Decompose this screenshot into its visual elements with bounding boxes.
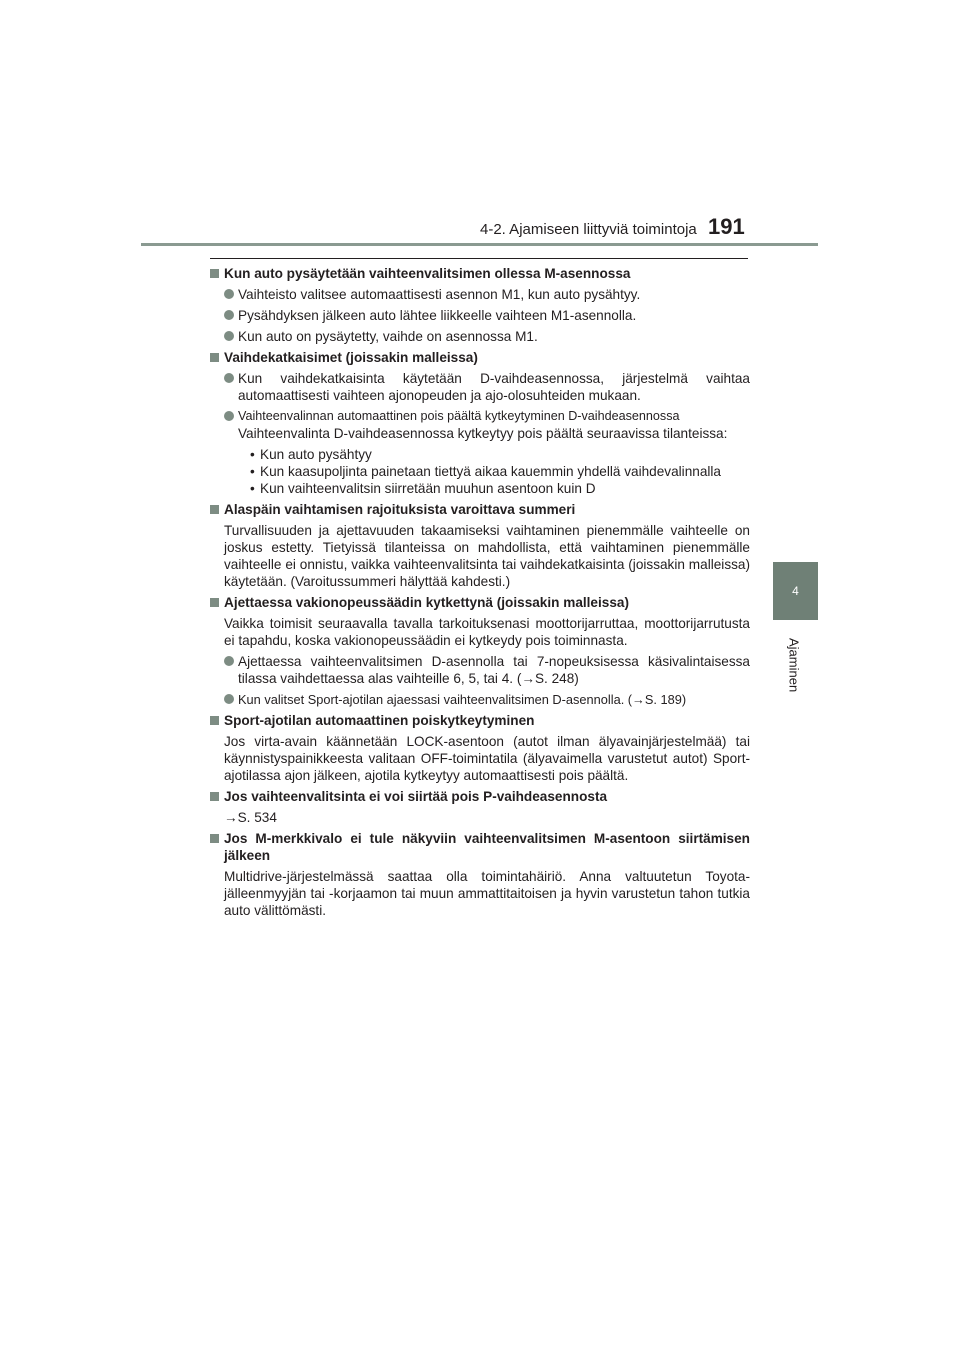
bullet-item: Kun auto on pysäytetty, vaihde on asennossa M1. bbox=[224, 328, 750, 345]
section-title: Jos M-merkkivalo ei tule näkyviin vaihteenvalitsimen M-asentoon siirtämisen jälkeen bbox=[210, 830, 750, 864]
bullet-item: Ajettaessa vaihteenvalitsimen D-asennolla tai 7-nopeuksisessa käsivalintaisessa tilassa vaihdettaessa alas vaihteille 6, 5, tai 4. (→S. 248) bbox=[224, 653, 750, 687]
page-content bbox=[210, 265, 750, 923]
section-title: Kun auto pysäytetään vaihteenvalitsimen ollessa M-asennossa bbox=[210, 265, 750, 282]
section-title: Jos vaihteenvalitsinta ei voi siirtää pois P-vaihdeasennosta bbox=[210, 788, 750, 805]
section-cruise-control bbox=[210, 594, 750, 708]
chapter-number: 4 bbox=[792, 584, 799, 598]
bullet-item: Pysähdyksen jälkeen auto lähtee liikkeelle vaihteen M1-asennolla. bbox=[224, 307, 750, 324]
section-text: Multidrive-järjestelmässä saattaa olla toimintahäiriö. Anna valtuutetun Toyota-jälleenmyyjän tai -korjaamon tai muun ammattitaitoisen ja hyvin varustetun tahon tutkia auto välittömästi. bbox=[224, 869, 750, 918]
header-section-title: 4-2. Ajamiseen liittyviä toimintoja bbox=[480, 221, 697, 238]
page-reference: →S. 534 bbox=[224, 810, 277, 825]
bullet-item: Vaihteisto valitsee automaattisesti asennon M1, kun auto pysähtyy. bbox=[224, 286, 750, 303]
section-title: Sport-ajotilan automaattinen poiskytkeytyminen bbox=[210, 712, 750, 729]
bullet-heading: Vaihteenvalinnan automaattinen pois päältä kytkeytyminen D-vaihdeasennossa bbox=[238, 409, 680, 423]
condition-list bbox=[210, 446, 750, 497]
bullet-item: Kun valitset Sport-ajotilan ajaessasi vaihteenvalitsimen D-asennolla. (→S. 189) bbox=[224, 691, 750, 708]
section-text: Turvallisuuden ja ajettavuuden takaamiseksi vaihtaminen pienemmälle vaihteelle on joskus estetty. Tietyissä tilanteissa on mahdollista, että vaihtaminen pienemmälle vaihteelle ei onnistu, vaikka vaihteenvalitsinta tai vaihdekatkaisinta (joissakin malleissa) käytetään. (Varoitussummeri hälyttää kahdesti.) bbox=[224, 523, 750, 589]
section-title: Ajettaessa vakionopeussäädin kytkettynä (joissakin malleissa) bbox=[210, 594, 750, 611]
section-stop-in-m bbox=[210, 265, 750, 345]
section-title: Alaspäin vaihtamisen rajoituksista varoittava summeri bbox=[210, 501, 750, 518]
content-rule bbox=[210, 258, 748, 259]
header-rule bbox=[141, 243, 818, 246]
section-m-indicator bbox=[210, 830, 750, 919]
section-title: Vaihdekatkaisimet (joissakin malleissa) bbox=[210, 349, 750, 366]
condition-item: • Kun auto pysähtyy bbox=[248, 446, 750, 463]
chapter-tab bbox=[773, 562, 818, 620]
section-text: Jos virta-avain käännetään LOCK-asentoon (autot ilman älyavainjärjestelmää) tai käynnistyspainikkeesta valitaan OFF-toimintatila (älyavaimella varustetut autot) Sport-ajotilassa ajon jälkeen, ajotila kytkeytyy automaattisesti pois päältä. bbox=[224, 734, 750, 783]
section-text: Vaikka toimisit seuraavalla tavalla tarkoituksenasi moottorijarruttaa, moottorijarrutusta ei tapahdu, koska vakionopeussäädin ei kytkeydy pois toiminnasta. bbox=[224, 616, 750, 648]
page-number: 191 bbox=[708, 214, 745, 239]
section-paddle-shifters bbox=[210, 349, 750, 497]
section-downshift-buzzer bbox=[210, 501, 750, 590]
bullet-text: Vaihteenvalinta D-vaihdeasennossa kytkeytyy pois päältä seuraavissa tilanteissa: bbox=[238, 426, 728, 441]
section-shift-lock bbox=[210, 788, 750, 826]
condition-item: • Kun vaihteenvalitsin siirretään muuhun asentoon kuin D bbox=[248, 480, 750, 497]
bullet-item bbox=[224, 408, 750, 442]
condition-item: • Kun kaasupoljinta painetaan tiettyä aikaa kauemmin yhdellä vaihdevalinnalla bbox=[248, 463, 750, 480]
bullet-item: Kun vaihdekatkaisinta käytetään D-vaihdeasennossa, järjestelmä vaihtaa automaattisesti vaihteen ajonopeuden ja ajo-olosuhteiden mukaan. bbox=[224, 370, 750, 404]
chapter-title: Ajaminen bbox=[786, 637, 802, 693]
section-sport-mode-off bbox=[210, 712, 750, 784]
